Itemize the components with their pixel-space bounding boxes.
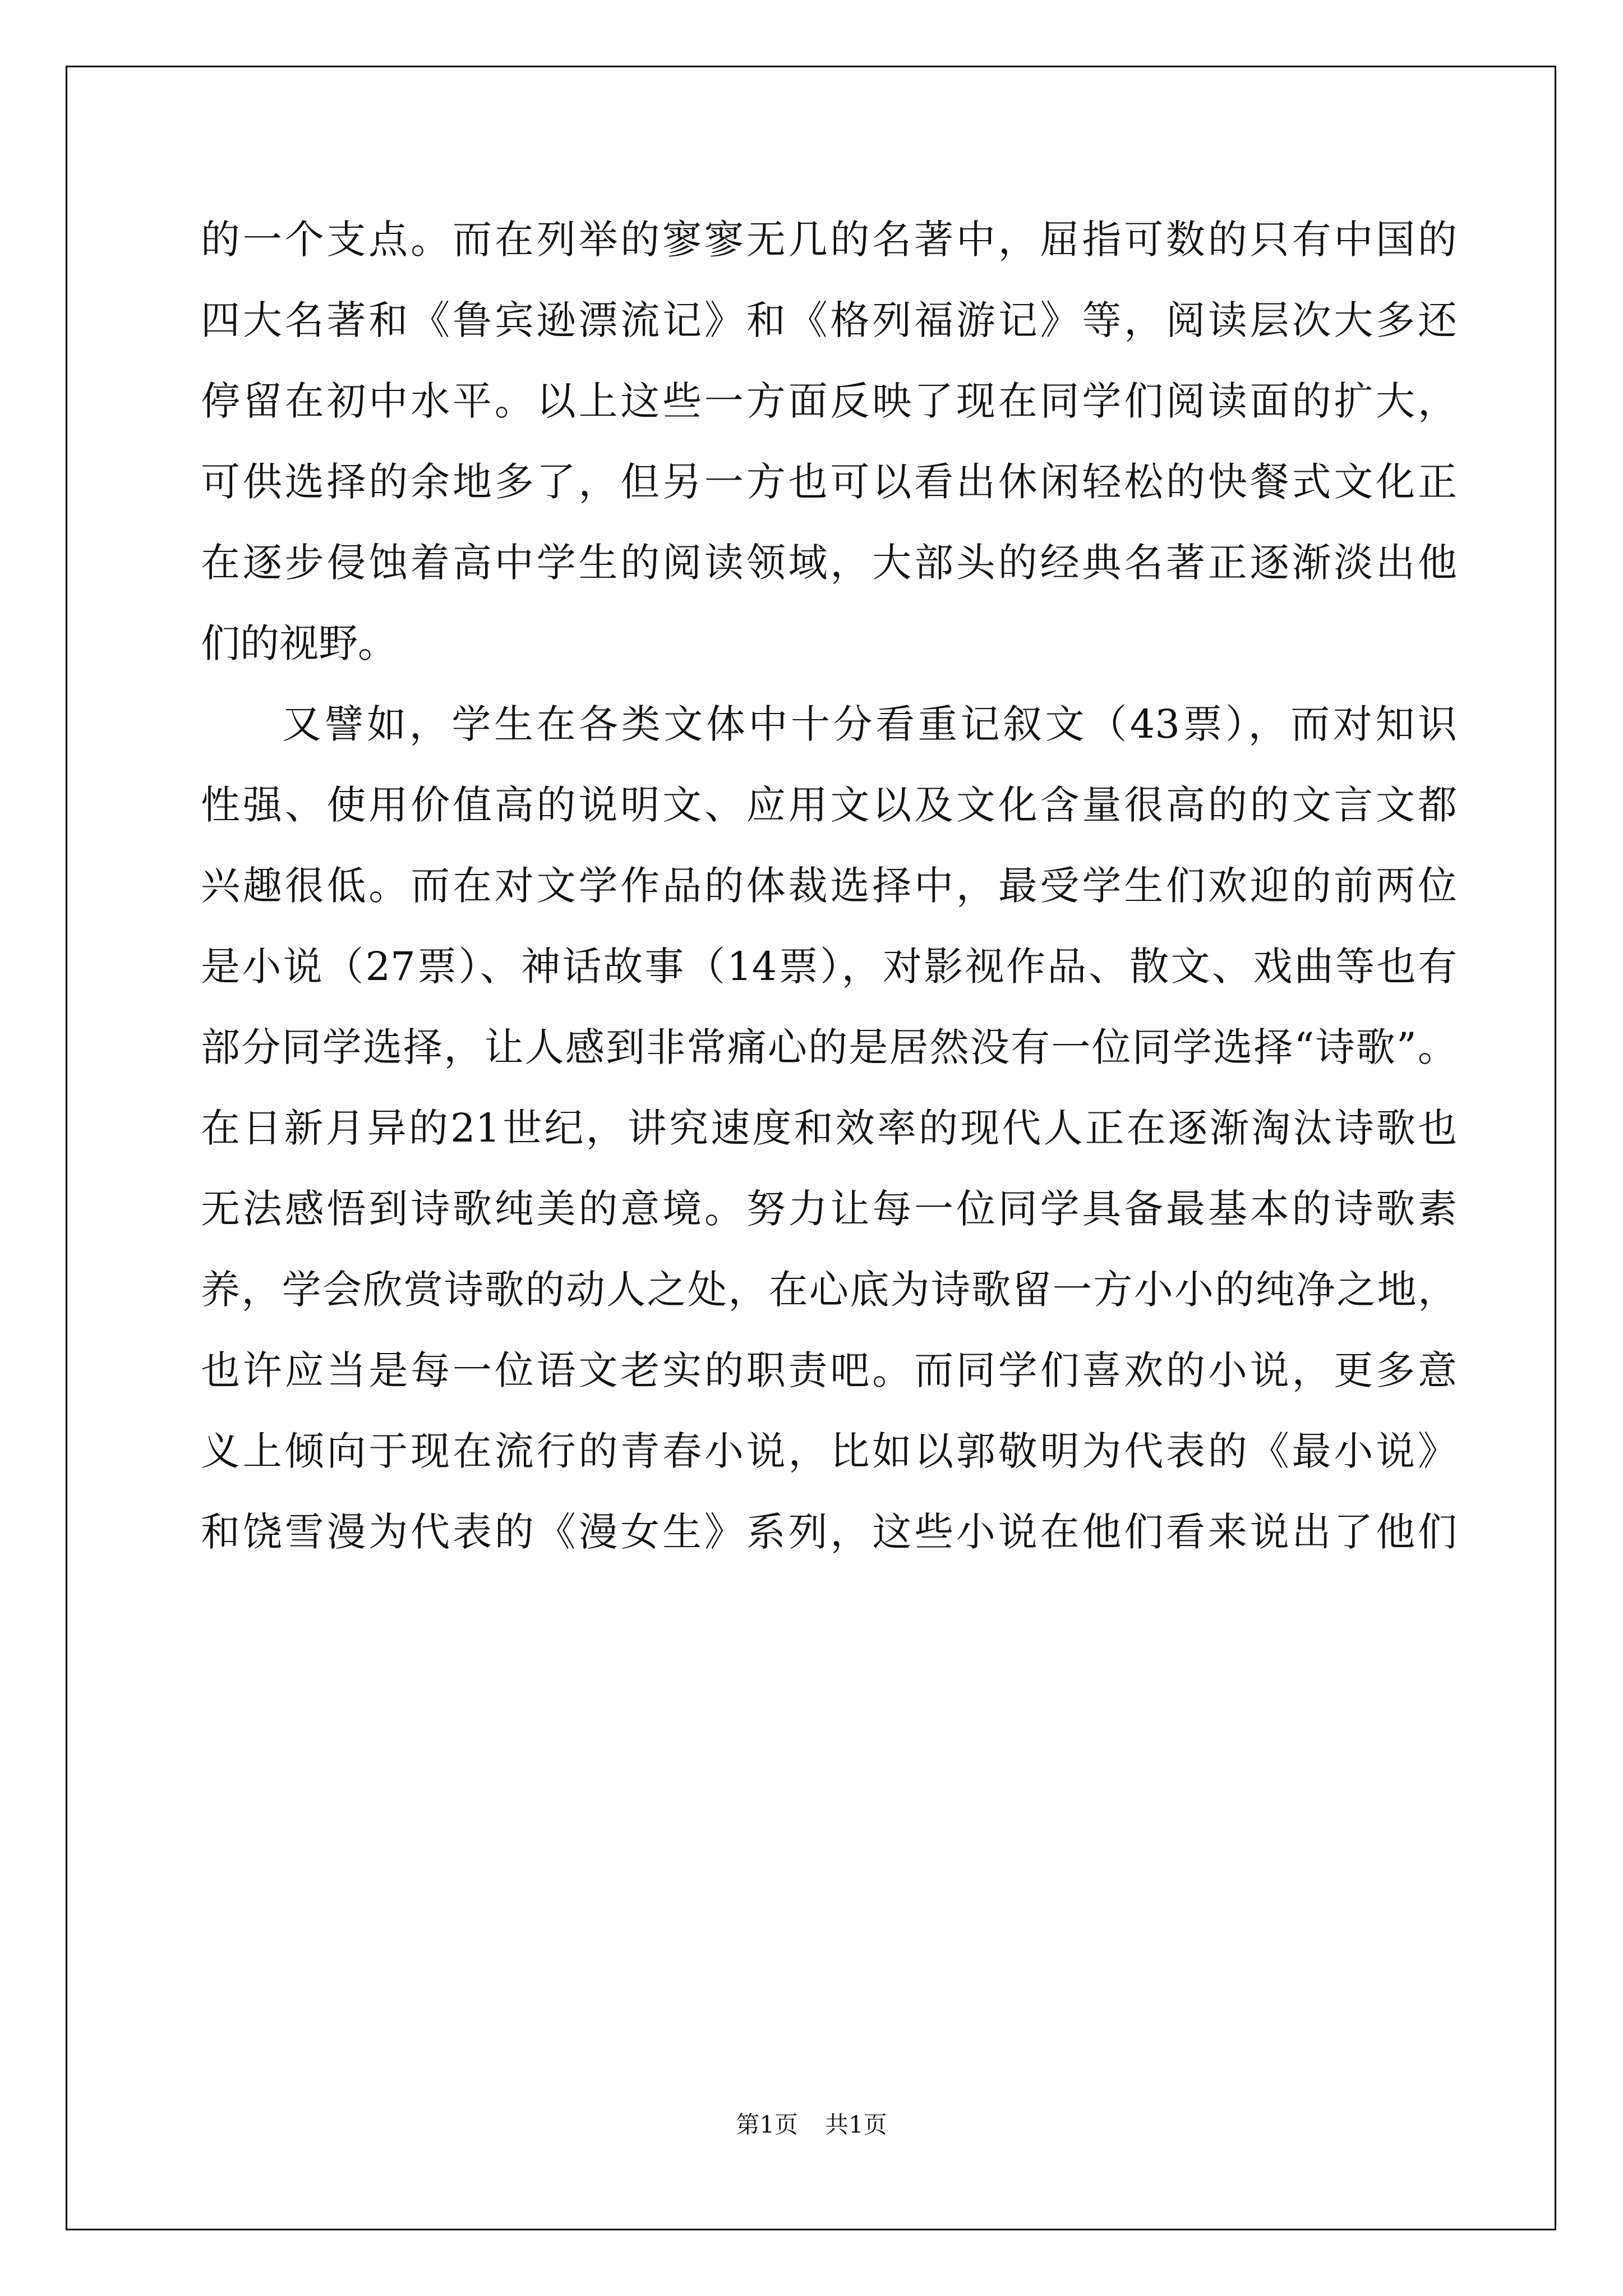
- text-line: 性强、使用价值高的说明文、应用文以及文化含量很高的的文言文都: [201, 782, 1457, 828]
- text-line: 无法感悟到诗歌纯美的意境。努力让每一位同学具备最基本的诗歌素: [201, 1186, 1457, 1232]
- text-line: 的一个支点。而在列举的寥寥无几的名著中，屈指可数的只有中国的: [201, 217, 1457, 263]
- text-line: 在逐步侵蚀着高中学生的阅读领域，大部头的经典名著正逐渐淡出他: [201, 540, 1457, 586]
- page-footer: [0, 2106, 1623, 2140]
- text-line: 兴趣很低。而在对文学作品的体裁选择中，最受学生们欢迎的前两位: [201, 863, 1457, 909]
- text-line: 在日新月异的21世纪，讲究速度和效率的现代人正在逐渐淘汰诗歌也: [201, 1105, 1457, 1151]
- text-line: 们的视野。: [201, 620, 397, 666]
- text-line: 义上倾向于现在流行的青春小说，比如以郭敬明为代表的《最小说》: [201, 1428, 1457, 1474]
- paragraph-start-line: 又譬如，学生在各类文体中十分看重记叙文（43票），而对知识: [282, 701, 1457, 747]
- page-total: 共1页: [825, 2111, 887, 2138]
- text-line: 也许应当是每一位语文老实的职责吧。而同学们喜欢的小说，更多意: [201, 1347, 1457, 1393]
- text-line: 停留在初中水平。以上这些一方面反映了现在同学们阅读面的扩大，: [201, 378, 1457, 424]
- document-body: [201, 199, 1457, 1572]
- text-line: 可供选择的余地多了，但另一方也可以看出休闲轻松的快餐式文化正: [201, 459, 1457, 505]
- text-line: 部分同学选择，让人感到非常痛心的是居然没有一位同学选择“诗歌”。: [201, 1024, 1457, 1070]
- text-line: 和饶雪漫为代表的《漫女生》系列，这些小说在他们看来说出了他们: [201, 1509, 1457, 1555]
- text-line: 是小说（27票）、神话故事（14票），对影视作品、散文、戏曲等也有: [201, 944, 1457, 990]
- text-line: 养，学会欣赏诗歌的动人之处，在心底为诗歌留一方小小的纯净之地，: [201, 1267, 1457, 1313]
- text-line: 四大名著和《鲁宾逊漂流记》和《格列福游记》等，阅读层次大多还: [201, 297, 1457, 343]
- page-number: 第1页: [736, 2111, 798, 2138]
